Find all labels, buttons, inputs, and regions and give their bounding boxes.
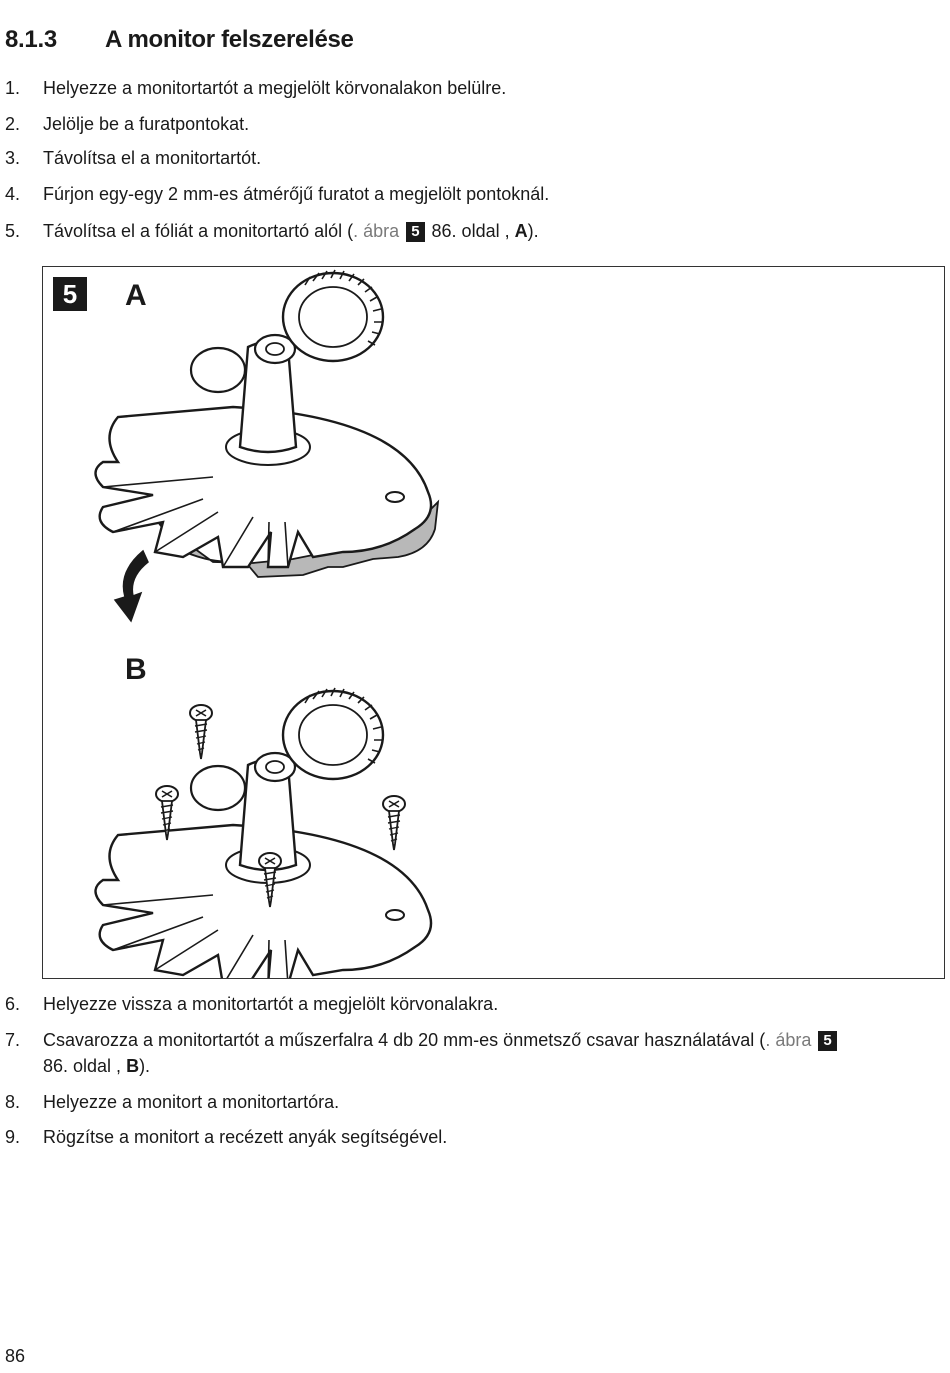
figure-5 [42, 266, 945, 979]
screw-icon [383, 796, 405, 850]
panel-label-a: A [125, 279, 147, 312]
step-text: Rögzítse a monitort a recézett anyák segítségével. [43, 1127, 448, 1147]
step-number: 9. [5, 1127, 21, 1147]
step-number: 6. [5, 994, 21, 1014]
figure-ref-badge: 5 [406, 222, 424, 242]
step-8 [5, 1089, 923, 1115]
step-number: 8. [5, 1092, 21, 1112]
curved-arrow-icon [115, 551, 148, 621]
figure-ref-link[interactable]: . ábra [765, 1030, 812, 1050]
step-4 [5, 181, 923, 207]
step-text: Helyezze vissza a monitortartót a megjelölt körvonalakra. [43, 994, 499, 1014]
page-ref: 86. oldal , [43, 1056, 127, 1076]
step-7 [5, 1027, 873, 1079]
monitor-holder-b [96, 688, 432, 978]
step-text [43, 1027, 873, 1079]
step-number: 1. [5, 78, 21, 98]
step-1 [5, 75, 923, 101]
step-text: Fúrjon egy-egy 2 mm-es átmérőjű furatot a megjelölt pontoknál. [43, 184, 550, 204]
step-3 [5, 145, 923, 171]
step-text: Jelölje be a furatpontokat. [43, 114, 250, 134]
section-title: A monitor felszerelése [105, 26, 354, 53]
step-number: 4. [5, 184, 21, 204]
step-text: Helyezze a monitort a monitortartóra. [43, 1092, 340, 1112]
figure-ref-badge: 5 [818, 1031, 836, 1051]
step-6 [5, 991, 923, 1017]
step-5 [5, 218, 923, 244]
section-heading [5, 26, 354, 54]
figure-ref-link[interactable]: . ábra [353, 221, 400, 241]
step-text: Távolítsa el a monitortartót. [43, 148, 262, 168]
step-text [43, 218, 923, 244]
step-number: 5. [5, 221, 21, 241]
page-ref: 86. oldal , [426, 221, 515, 241]
monitor-holder-a [96, 270, 432, 567]
step-2 [5, 111, 923, 137]
monitor-mount-illustration [43, 267, 944, 978]
panel-ref: B [126, 1056, 140, 1076]
section-number: 8.1.3 [5, 26, 57, 53]
panel-label-b: B [125, 653, 147, 686]
panel-ref: A [514, 221, 528, 241]
step-text-part: Távolítsa el a fóliát a monitortartó alól ( [43, 221, 354, 241]
step-text-part: Csavarozza a monitortartót a műszerfalra 4 db 20 mm-es önmetsző csavar használatával ( [43, 1030, 766, 1050]
step-text: Helyezze a monitortartót a megjelölt körvonalakon belülre. [43, 78, 507, 98]
page-number: 86 [5, 1346, 26, 1366]
step-text-part: ). [139, 1056, 151, 1076]
step-number: 7. [5, 1030, 21, 1050]
step-text-part: ). [527, 221, 539, 241]
step-number: 3. [5, 148, 21, 168]
step-number: 2. [5, 114, 21, 134]
step-9 [5, 1124, 923, 1150]
screw-icon [190, 705, 212, 759]
figure-badge: 5 [53, 277, 87, 311]
